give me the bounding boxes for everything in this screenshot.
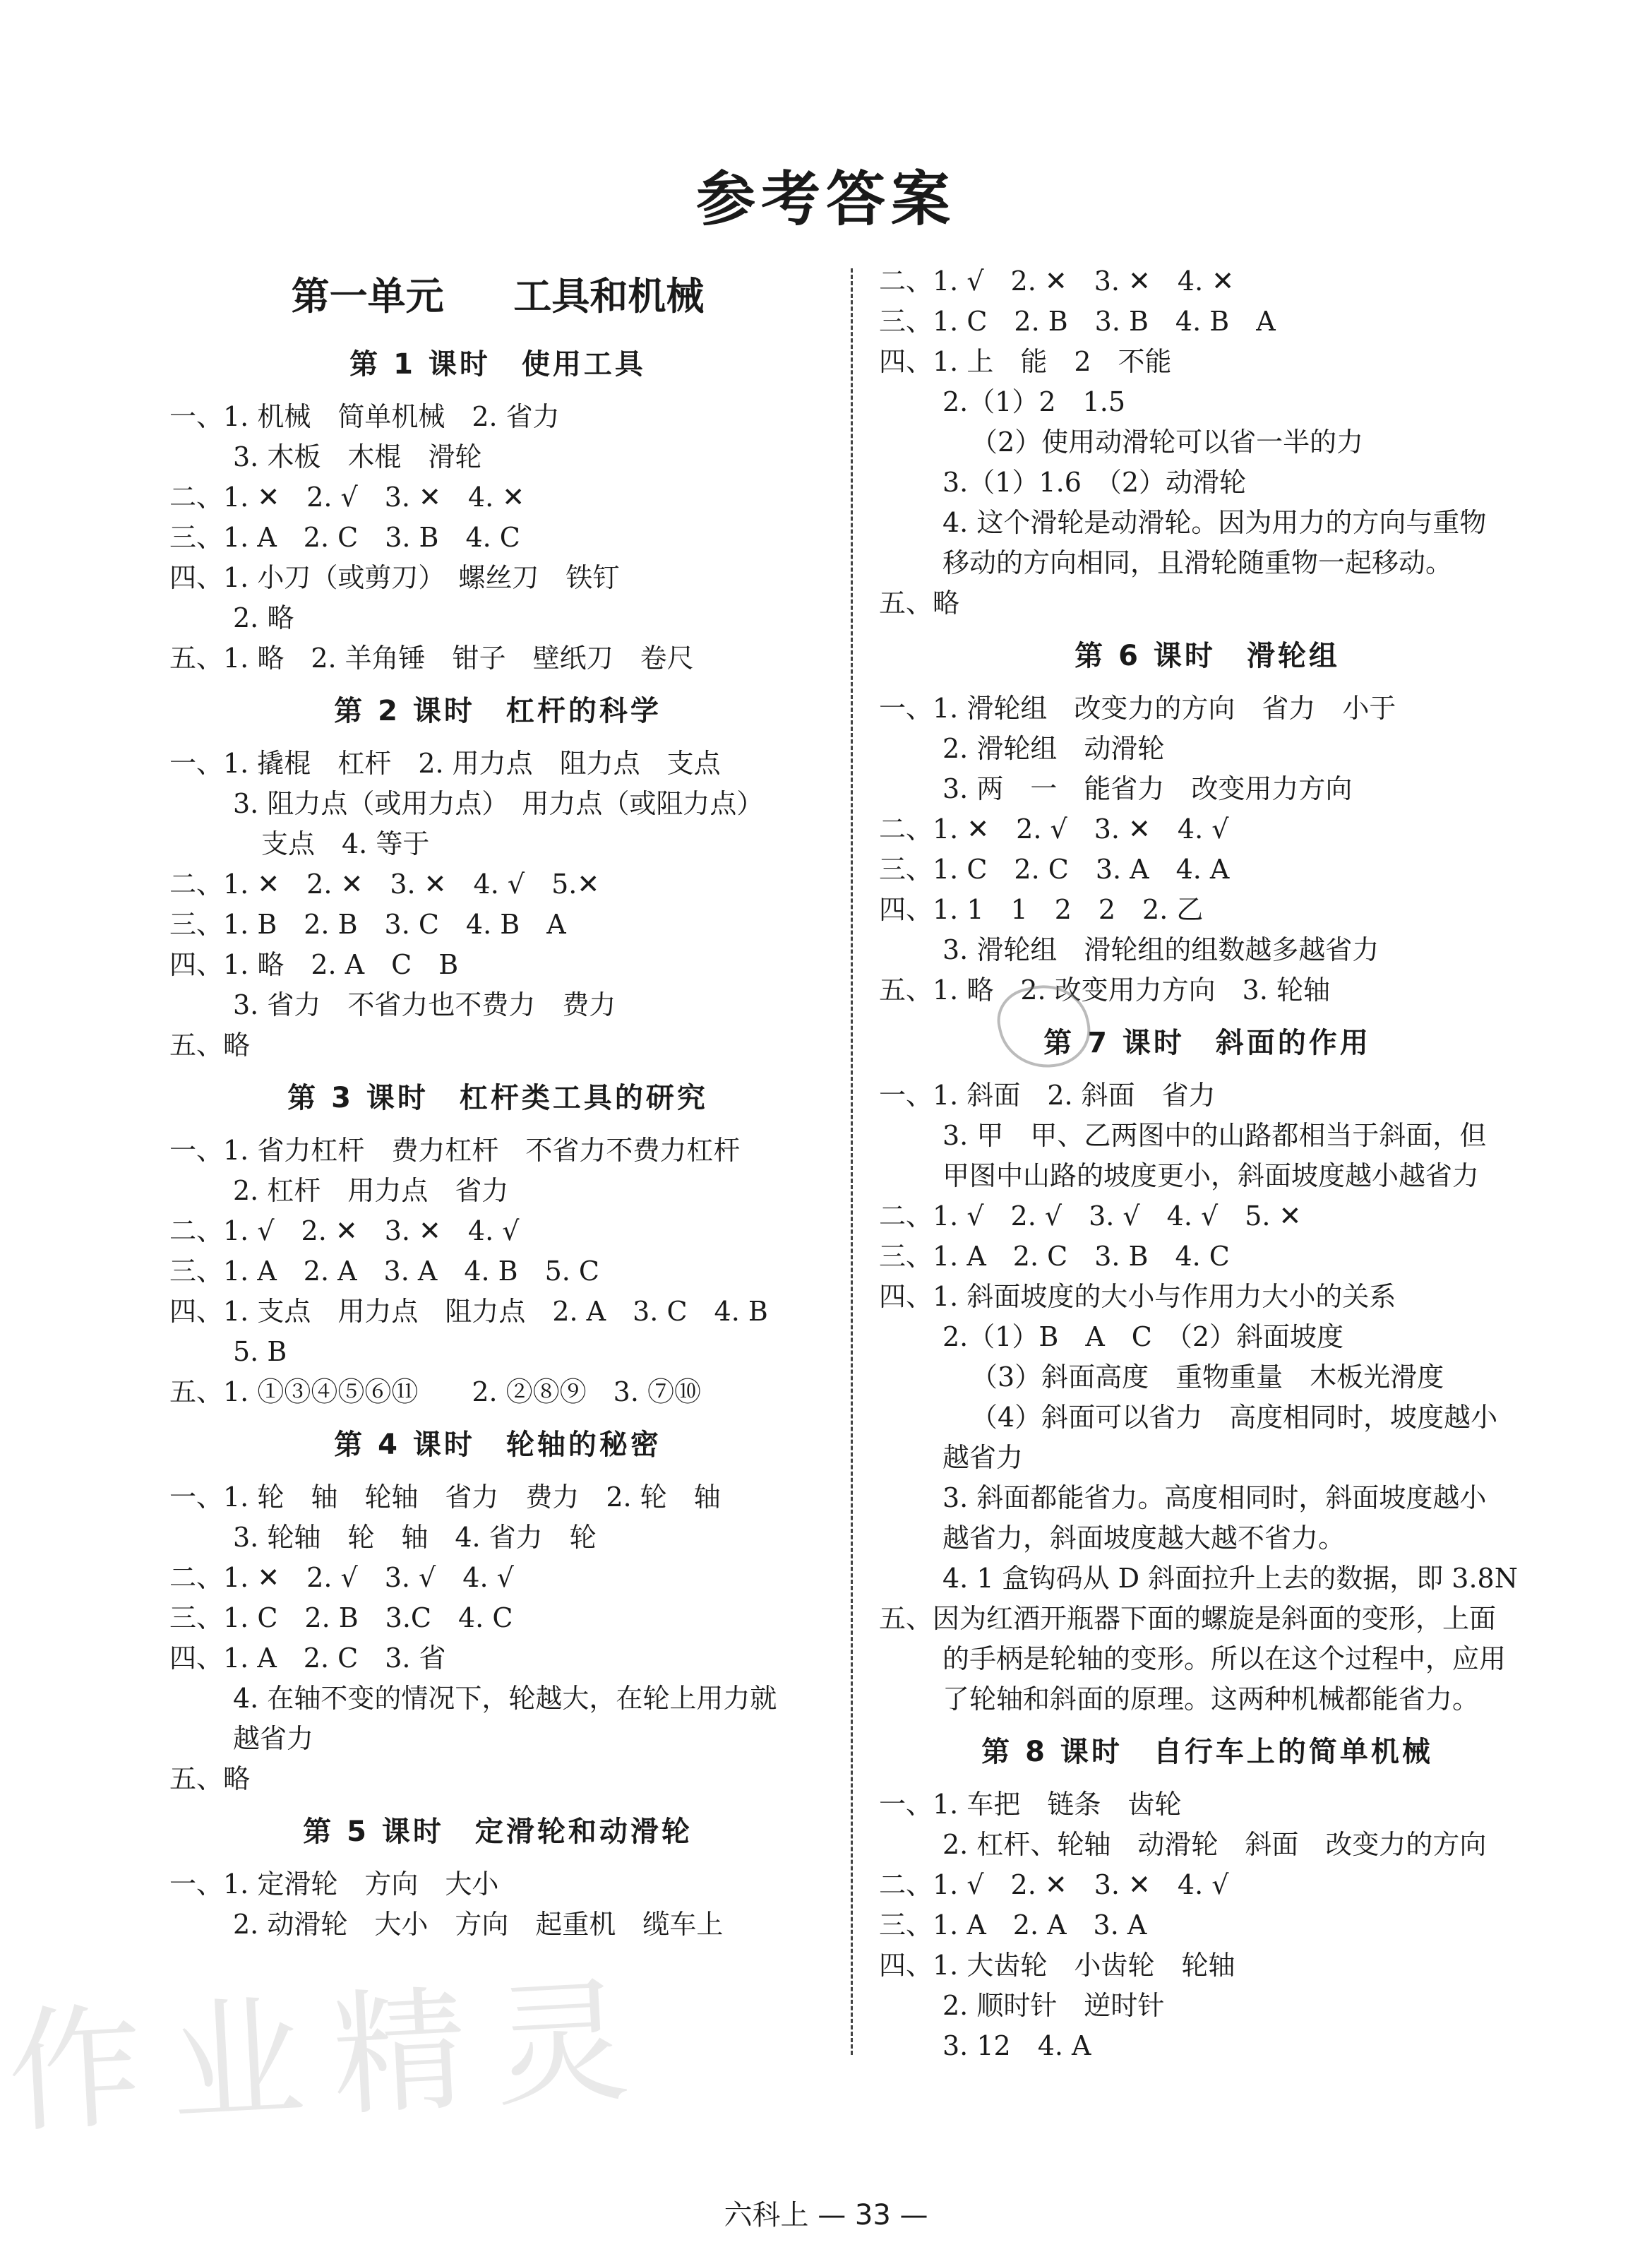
answer-line: 四、1. 上 能 2 不能 xyxy=(879,346,1172,377)
answer-line: 二、1. ✕ 2. √ 3. √ 4. √ xyxy=(169,1562,514,1593)
answer-line: 二、1. √ 2. ✕ 3. ✕ 4. ✕ xyxy=(879,266,1235,297)
answer-line: 五、1. ①③④⑤⑥⑪ 2. ②⑧⑨ 3. ⑦⑩ xyxy=(169,1376,702,1407)
answer-line: 四、1. 1 1 2 2 2. 乙 xyxy=(879,894,1204,925)
answer-line: 3. 轮轴 轮 轴 4. 省力 轮 xyxy=(233,1522,597,1553)
footer-book: 六科上 xyxy=(724,2199,809,2231)
lesson-heading: 第 1 课时 使用工具 xyxy=(349,348,646,381)
answer-line: 一、1. 斜面 2. 斜面 省力 xyxy=(879,1080,1216,1111)
answer-line: 三、1. C 2. B 3. B 4. B A xyxy=(879,306,1276,337)
answer-line: 3.（1）1.6 （2）动滑轮 xyxy=(942,467,1247,498)
answer-line: 三、1. C 2. B 3.C 4. C xyxy=(169,1602,513,1633)
answer-line: 四、1. 大齿轮 小齿轮 轮轴 xyxy=(879,1950,1235,1981)
footer-page-number: — 33 — xyxy=(818,2199,928,2231)
right-answer-list xyxy=(879,261,1536,2066)
answer-line: （3）斜面高度 重物重量 木板光滑度 xyxy=(971,1361,1444,1393)
answer-line: 三、1. A 2. C 3. B 4. C xyxy=(879,1241,1230,1272)
answer-line: 一、1. 车把 链条 齿轮 xyxy=(879,1789,1182,1820)
column-divider xyxy=(851,268,853,2055)
answer-line: 越省力 xyxy=(942,1442,1024,1473)
unit-name: 工具和机械 xyxy=(513,274,705,318)
answer-line: 五、略 xyxy=(169,1763,251,1794)
answer-line: 4. 1 盒钩码从 D 斜面拉升上去的数据，即 3.8N xyxy=(942,1563,1518,1594)
lesson-heading: 第 6 课时 滑轮组 xyxy=(1075,640,1340,672)
answer-line: 3. 斜面都能省力。高度相同时，斜面坡度越小 xyxy=(942,1482,1487,1513)
answer-line: 四、1. 斜面坡度的大小与作用力大小的关系 xyxy=(879,1281,1396,1312)
unit-number: 第一单元 xyxy=(291,274,444,318)
answer-line: 2. 动滑轮 大小 方向 起重机 缆车上 xyxy=(233,1909,724,1940)
answer-line: 一、1. 定滑轮 方向 大小 xyxy=(169,1868,499,1900)
answer-line: 三、1. B 2. B 3. C 4. B A xyxy=(169,909,566,940)
answer-line: 2. 滑轮组 动滑轮 xyxy=(942,733,1165,764)
answer-line: 一、1. 撬棍 杠杆 2. 用力点 阻力点 支点 xyxy=(169,748,721,779)
page-title: 参考答案 xyxy=(695,165,956,234)
right-column xyxy=(879,261,1536,2066)
answer-line: 2.（1）2 1.5 xyxy=(942,386,1126,417)
answer-line: 五、1. 略 2. 羊角锤 钳子 壁纸刀 卷尺 xyxy=(169,643,694,674)
answer-line: 越省力，斜面坡度越大越不省力。 xyxy=(942,1522,1346,1554)
answer-line: 4. 这个滑轮是动滑轮。因为用力的方向与重物 xyxy=(942,507,1487,538)
lesson-heading: 第 5 课时 定滑轮和动滑轮 xyxy=(303,1816,693,1848)
answer-line: 五、略 xyxy=(879,588,960,619)
answer-line: （2）使用动滑轮可以省一半的力 xyxy=(971,427,1364,458)
answer-line: 一、1. 滑轮组 改变力的方向 省力 小于 xyxy=(879,693,1396,724)
answer-line: 二、1. √ 2. √ 3. √ 4. √ 5. ✕ xyxy=(879,1200,1302,1232)
answer-line: 2. 杠杆、轮轴 动滑轮 斜面 改变力的方向 xyxy=(942,1829,1487,1860)
answer-line: 2. 顺时针 逆时针 xyxy=(942,1990,1165,2021)
answer-line: 甲图中山路的坡度更小，斜面坡度越小越省力 xyxy=(942,1160,1480,1191)
answer-line: 四、1. 小刀（或剪刀） 螺丝刀 铁钉 xyxy=(169,562,620,593)
lesson-heading: 第 7 课时 斜面的作用 xyxy=(1043,1027,1371,1059)
answer-line: 2.（1）B A C （2）斜面坡度 xyxy=(942,1321,1344,1352)
answer-line: 三、1. C 2. C 3. A 4. A xyxy=(879,854,1230,885)
answer-line: 2. 略 xyxy=(233,602,294,633)
lesson-heading: 第 2 课时 杠杆的科学 xyxy=(334,695,662,727)
answer-line: （4）斜面可以省力 高度相同时，坡度越小 xyxy=(971,1402,1498,1433)
answer-line: 二、1. ✕ 2. √ 3. ✕ 4. ✕ xyxy=(169,482,525,513)
answer-line: 3. 省力 不省力也不费力 费力 xyxy=(233,989,616,1020)
page-footer xyxy=(0,2193,1652,2233)
answer-line: 二、1. ✕ 2. √ 3. ✕ 4. √ xyxy=(879,813,1229,845)
answer-line: 五、略 xyxy=(169,1030,251,1061)
answer-line: 4. 在轴不变的情况下，轮越大，在轮上用力就 xyxy=(233,1683,777,1714)
answer-line: 的手柄是轮轴的变形。所以在这个过程中，应用 xyxy=(942,1643,1507,1674)
answer-line: 四、1. 支点 用力点 阻力点 2. A 3. C 4. B xyxy=(169,1296,768,1327)
lesson-heading: 第 8 课时 自行车上的简单机械 xyxy=(981,1736,1433,1768)
answer-line: 3. 甲 甲、乙两图中的山路都相当于斜面，但 xyxy=(942,1120,1487,1151)
answer-line: 支点 4. 等于 xyxy=(261,828,430,859)
answer-line: 四、1. A 2. C 3. 省 xyxy=(169,1643,446,1674)
answer-line: 移动的方向相同，且滑轮随重物一起移动。 xyxy=(942,547,1453,578)
lesson-heading: 第 3 课时 杠杆类工具的研究 xyxy=(287,1082,708,1114)
answer-line: 五、1. 略 2. 改变用力方向 3. 轮轴 xyxy=(879,975,1331,1006)
answer-line: 二、1. √ 2. ✕ 3. ✕ 4. √ xyxy=(169,1215,520,1246)
answer-line: 二、1. √ 2. ✕ 3. ✕ 4. √ xyxy=(879,1869,1229,1900)
answer-line: 二、1. ✕ 2. ✕ 3. ✕ 4. √ 5.✕ xyxy=(169,869,600,900)
answer-line: 一、1. 机械 简单机械 2. 省力 xyxy=(169,401,560,432)
answer-line: 3. 滑轮组 滑轮组的组数越多越省力 xyxy=(942,934,1379,965)
answer-line: 一、1. 省力杠杆 费力杠杆 不省力不费力杠杆 xyxy=(169,1135,741,1166)
answer-line: 三、1. A 2. A 3. A xyxy=(879,1909,1147,1941)
answer-line: 五、因为红酒开瓶器下面的螺旋是斜面的变形，上面 xyxy=(879,1603,1497,1634)
answer-line: 三、1. A 2. A 3. A 4. B 5. C xyxy=(169,1256,600,1287)
answer-line: 3. 阻力点（或用力点） 用力点（或阻力点） xyxy=(233,788,764,819)
answer-line: 了轮轴和斜面的原理。这两种机械都能省力。 xyxy=(942,1683,1480,1715)
unit-title xyxy=(169,261,826,332)
answer-line: 3. 木板 木棍 滑轮 xyxy=(233,441,482,472)
answer-line: 四、1. 略 2. A C B xyxy=(169,949,459,980)
answer-line: 一、1. 轮 轴 轮轴 省力 费力 2. 轮 轴 xyxy=(169,1482,721,1513)
watermark: 作业精灵 xyxy=(4,1962,662,2152)
answer-line: 5. B xyxy=(233,1336,287,1367)
answer-line: 3. 12 4. A xyxy=(942,2030,1091,2061)
answer-line: 越省力 xyxy=(233,1723,314,1754)
answer-line: 2. 杠杆 用力点 省力 xyxy=(233,1175,509,1206)
answer-line: 三、1. A 2. C 3. B 4. C xyxy=(169,522,520,553)
left-answer-list xyxy=(169,332,826,1945)
lesson-heading: 第 4 课时 轮轴的秘密 xyxy=(334,1429,662,1461)
left-column xyxy=(169,261,826,1945)
answer-line: 3. 两 一 能省力 改变用力方向 xyxy=(942,773,1353,804)
